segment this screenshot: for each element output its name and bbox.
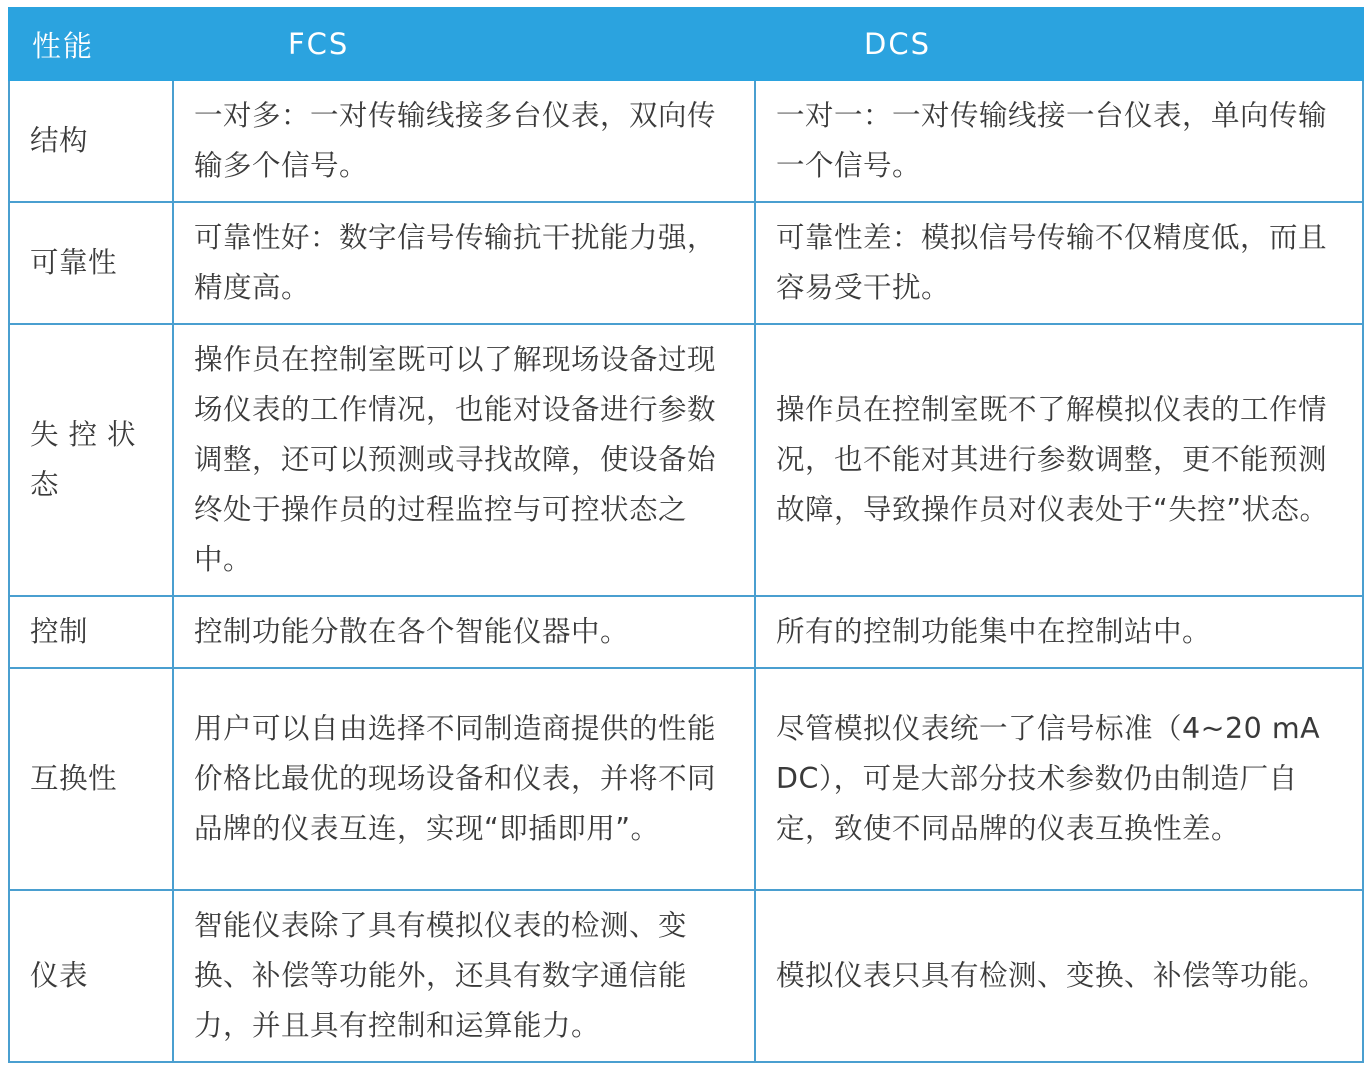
table-row [9, 596, 1363, 668]
table-row [9, 324, 1363, 596]
row-label: 失控状态 [9, 324, 173, 596]
fcs-cell: 一对多：一对传输线接多台仪表，双向传输多个信号。 [173, 80, 755, 202]
fcs-cell: 操作员在控制室既可以了解现场设备过现场仪表的工作情况，也能对设备进行参数调整，还可以预测或寻找故障，使设备始终处于操作员的过程监控与可控状态之中。 [173, 324, 755, 596]
dcs-cell: 尽管模拟仪表统一了信号标准（4~20 mA DC），可是大部分技术参数仍由制造厂自定，致使不同品牌的仪表互换性差。 [755, 668, 1363, 890]
fcs-cell: 智能仪表除了具有模拟仪表的检测、变换、补偿等功能外，还具有数字通信能力，并且具有控制和运算能力。 [173, 890, 755, 1062]
header-dcs: DCS [755, 8, 1363, 80]
table-row [9, 668, 1363, 890]
dcs-cell: 操作员在控制室既不了解模拟仪表的工作情况，也不能对其进行参数调整，更不能预测故障，导致操作员对仪表处于“失控”状态。 [755, 324, 1363, 596]
fcs-cell: 用户可以自由选择不同制造商提供的性能价格比最优的现场设备和仪表，并将不同品牌的仪表互连，实现“即插即用”。 [173, 668, 755, 890]
fcs-cell: 控制功能分散在各个智能仪器中。 [173, 596, 755, 668]
dcs-cell: 所有的控制功能集中在控制站中。 [755, 596, 1363, 668]
comparison-table [8, 7, 1364, 1063]
row-label: 互换性 [9, 668, 173, 890]
table-row [9, 202, 1363, 324]
row-label: 控制 [9, 596, 173, 668]
row-label: 结构 [9, 80, 173, 202]
fcs-cell: 可靠性好：数字信号传输抗干扰能力强，精度高。 [173, 202, 755, 324]
dcs-cell: 可靠性差：模拟信号传输不仅精度低，而且容易受干扰。 [755, 202, 1363, 324]
header-fcs: FCS [173, 8, 755, 80]
table-row [9, 80, 1363, 202]
row-label: 仪表 [9, 890, 173, 1062]
header-performance: 性能 [9, 8, 173, 80]
dcs-cell: 模拟仪表只具有检测、变换、补偿等功能。 [755, 890, 1363, 1062]
table-row [9, 890, 1363, 1062]
row-label: 可靠性 [9, 202, 173, 324]
dcs-cell: 一对一：一对传输线接一台仪表，单向传输一个信号。 [755, 80, 1363, 202]
table-header-row [9, 8, 1363, 80]
